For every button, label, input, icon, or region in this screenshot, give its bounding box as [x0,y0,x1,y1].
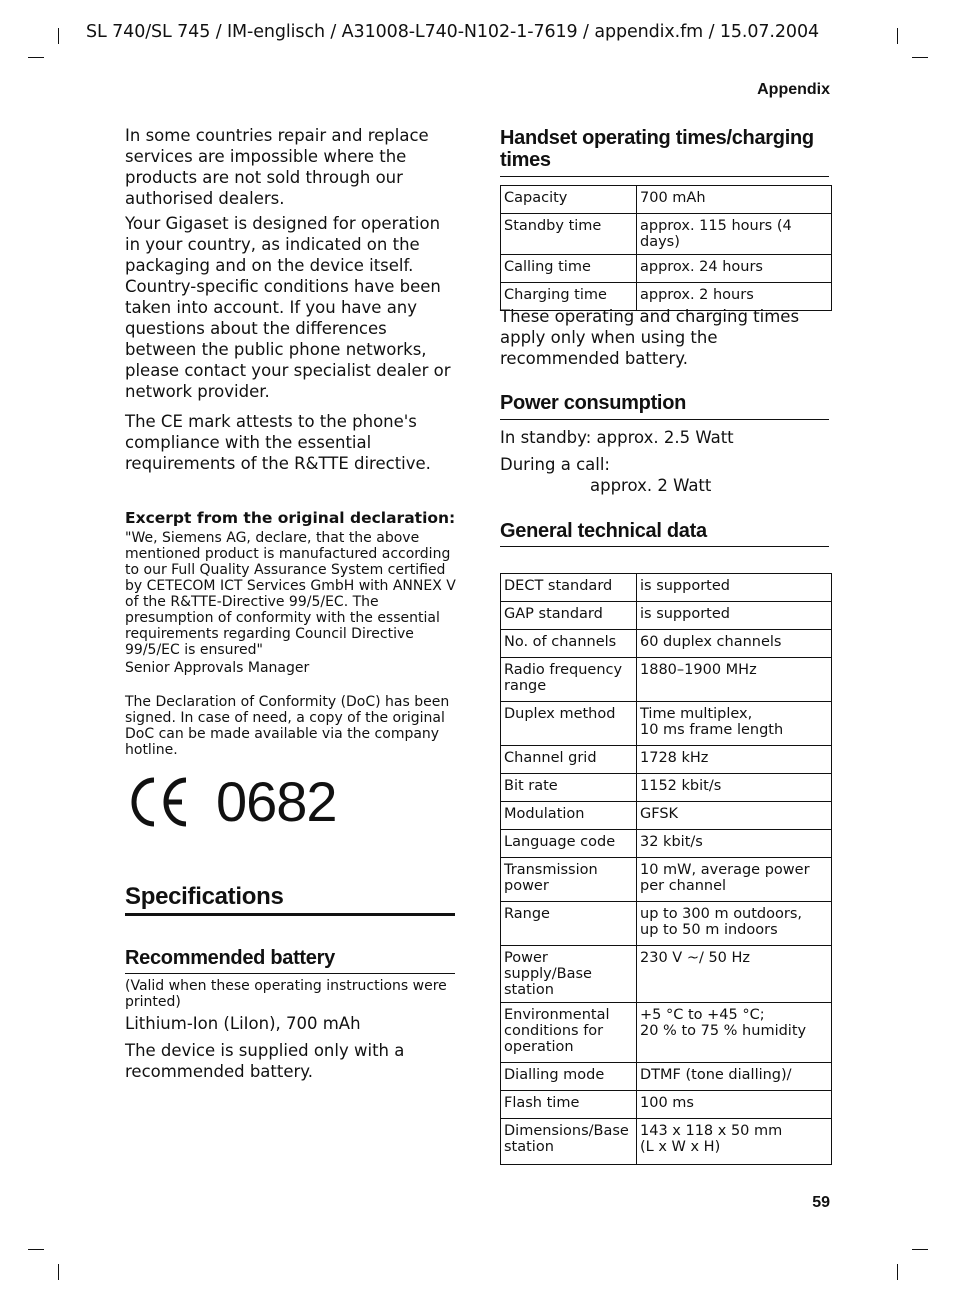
table-cell-value: +5 °C to +45 °C; 20 % to 75 % humidity [637,1003,832,1063]
section-title: Appendix [757,81,830,98]
table-cell-value: GFSK [637,802,832,830]
table-row [501,602,832,630]
crop-mark [897,28,898,44]
table-cell-value: approx. 2 hours [637,283,832,311]
table-cell-value: 32 kbit/s [637,830,832,858]
battery-type: Lithium-Ion (LiIon), 700 mAh [125,1014,361,1033]
table-row [501,802,832,830]
ce-mark-logo [130,774,190,830]
table-cell-label: Calling time [501,255,637,283]
table-row [501,702,832,746]
crop-mark [58,28,59,44]
crop-mark [58,1264,59,1280]
table-cell-label: Modulation [501,802,637,830]
heading-rule [500,176,829,177]
table-cell-label: Standby time [501,214,637,255]
heading-rule [125,913,455,916]
declaration-signer: Senior Approvals Manager [125,660,310,676]
repair-paragraph: In some countries repair and replace services are impossible where the products are not sold through our authorised dealers. [125,126,429,208]
crop-mark [912,57,928,58]
table-row [501,214,832,255]
crop-mark [912,1249,928,1250]
table-cell-value: 143 x 118 x 50 mm (L x W x H) [637,1119,832,1165]
page-number: 59 [812,1194,830,1211]
declaration-heading: Excerpt from the original declaration: [125,509,456,527]
battery-supply-note: The device is supplied only with a recommended battery. [125,1041,405,1081]
table-row [501,574,832,602]
design-paragraph: Your Gigaset is designed for operation in your country, as indicated on the packaging and on the device itself. Country-specific conditions have been taken into account. If you have any questions about the differences between the public phone networks, please contact your specialist dealer or network provider. [125,214,451,401]
table-cell-value: approx. 115 hours (4 days) [637,214,832,255]
power-consumption-heading: Power consumption [500,392,687,414]
table-row [501,255,832,283]
table-cell-value: Time multiplex, 10 ms frame length [637,702,832,746]
table-cell-value: 1152 kbit/s [637,774,832,802]
table-cell-value: DTMF (tone dialling)/ [637,1063,832,1091]
crop-mark [28,1249,44,1250]
table-cell-label: No. of channels [501,630,637,658]
table-cell-value: approx. 24 hours [637,255,832,283]
table-cell-label: Charging time [501,283,637,311]
table-cell-value: is supported [637,574,832,602]
table-cell-value: 1880–1900 MHz [637,658,832,702]
table-cell-value: 1728 kHz [637,746,832,774]
power-call-value: approx. 2 Watt [590,476,712,495]
table-row [501,1119,832,1165]
table-row [501,902,832,946]
ce-paragraph: The CE mark attests to the phone's compliance with the essential requirements of the R&TTE directive. [125,412,431,473]
table-row [501,630,832,658]
table-row [501,774,832,802]
table-cell-label: Bit rate [501,774,637,802]
heading-rule [500,546,829,547]
heading-rule [125,973,455,974]
doc-note: The Declaration of Conformity (DoC) has been signed. In case of need, a copy of the original DoC can be made available via the company hotline. [125,694,450,758]
table-cell-label: Range [501,902,637,946]
table-cell-value: 60 duplex channels [637,630,832,658]
table-cell-label: Environmental conditions for operation [501,1003,637,1063]
table-cell-value: 100 ms [637,1091,832,1119]
table-cell-label: Dimensions/Base station [501,1119,637,1165]
crop-mark [28,57,44,58]
table-row [501,1003,832,1063]
crop-mark [897,1264,898,1280]
table-cell-label: DECT standard [501,574,637,602]
table-row [501,1091,832,1119]
table-row [501,1063,832,1091]
table-cell-label: Capacity [501,186,637,214]
table-cell-label: Duplex method [501,702,637,746]
power-standby: In standby: approx. 2.5 Watt [500,428,734,447]
general-data-table [500,573,832,1165]
table-row [501,186,832,214]
operating-times-table [500,185,832,311]
table-cell-value: is supported [637,602,832,630]
battery-heading: Recommended battery [125,947,335,969]
table-cell-value: 700 mAh [637,186,832,214]
declaration-quote: "We, Siemens AG, declare, that the above mentioned product is manufactured according to our Full Quality Assurance System certified by CETECOM ICT Services GmbH with ANNEX V of the R&TTE-Directive 99/5/EC. The presumption of conformity with the essential requirements regarding Council Directive 99/5/EC is ensured" [125,530,456,658]
table-cell-label: Power supply/Base station [501,946,637,1003]
file-header: SL 740/SL 745 / IM-englisch / A31008-L740-N102-1-7619 / appendix.fm / 15.07.2004 [86,22,820,42]
ce-notified-body-number: 0682 [216,770,337,833]
specifications-heading: Specifications [125,883,284,910]
battery-note: (Valid when these operating instructions were printed) [125,978,447,1010]
heading-rule [500,419,829,420]
table-cell-label: Flash time [501,1091,637,1119]
table-cell-value: 230 V ~/ 50 Hz [637,946,832,1003]
table-row [501,858,832,902]
table-cell-value: up to 300 m outdoors, up to 50 m indoors [637,902,832,946]
table-cell-label: Dialling mode [501,1063,637,1091]
table-cell-label: GAP standard [501,602,637,630]
table-row [501,746,832,774]
table-cell-label: Channel grid [501,746,637,774]
table-row [501,946,832,1003]
table-cell-label: Language code [501,830,637,858]
table-row [501,830,832,858]
table-row [501,658,832,702]
general-data-heading: General technical data [500,520,707,542]
table-cell-label: Transmission power [501,858,637,902]
power-call-label: During a call: [500,455,610,474]
table-cell-label: Radio frequency range [501,658,637,702]
table-cell-value: 10 mW, average power per channel [637,858,832,902]
operating-times-heading: Handset operating times/charging times [500,127,814,171]
operating-times-note: These operating and charging times apply only when using the recommended battery. [500,307,800,368]
